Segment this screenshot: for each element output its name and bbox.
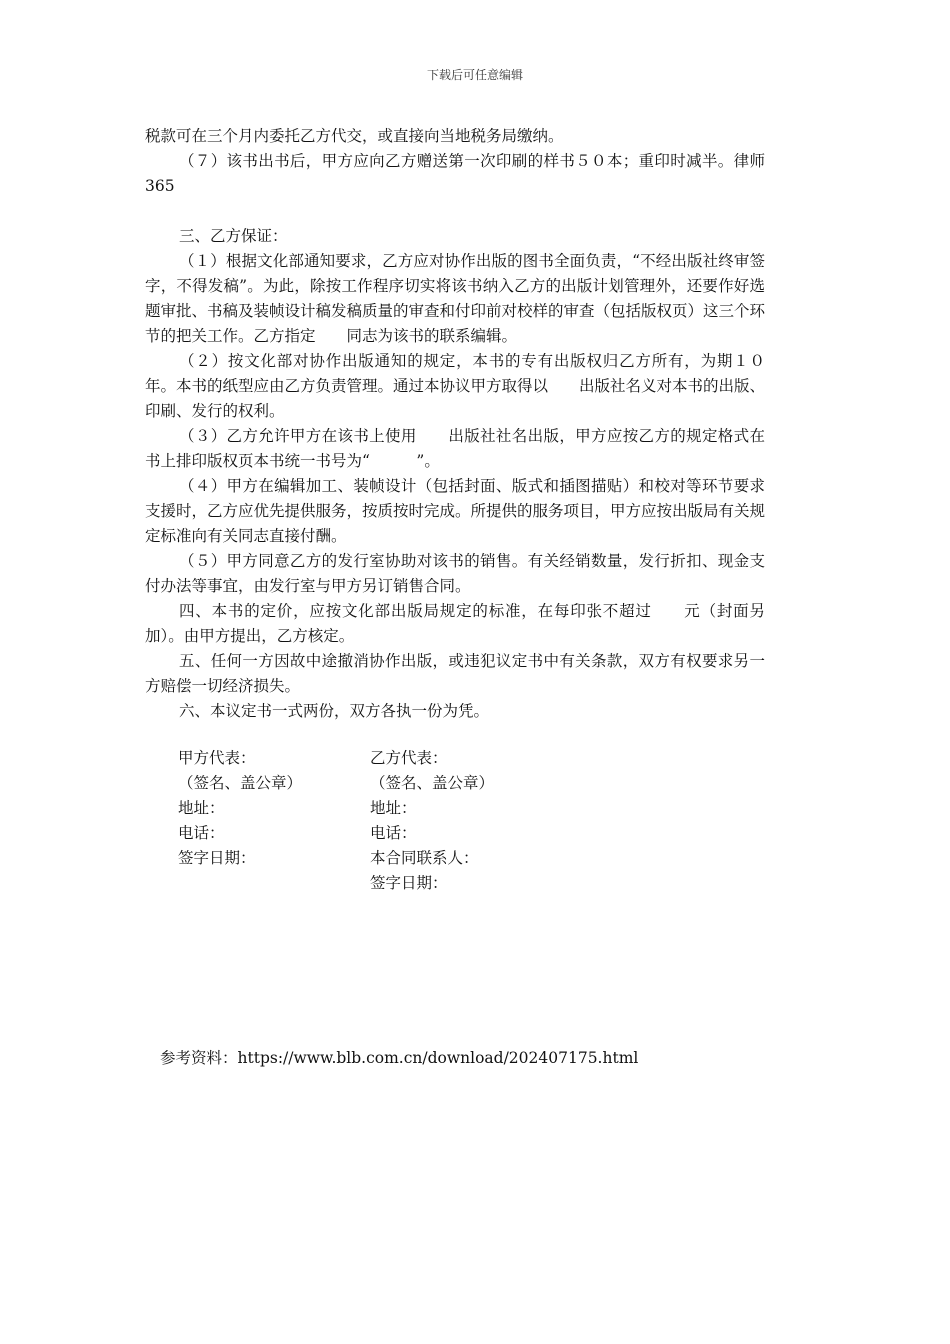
party-a-seal-label: （签名、盖公章） [178, 774, 303, 792]
reference-link[interactable]: 参考资料：https://www.blb.com.cn/download/202407175.html [160, 1049, 639, 1067]
section-heading-party-b-guarantee: 三、乙方保证： [179, 227, 288, 245]
paragraph-clause-4: （４）甲方在编辑加工、装帧设计（包括封面、版式和插图描贴）和校对等环节要求支援时，乙方应优先提供服务，按质按时完成。所提供的服务项目，甲方应按出版局有关规定标准向有关同志直接付酬。 [145, 477, 766, 545]
signature-block [178, 746, 494, 896]
party-b-seal-label: （签名、盖公章） [370, 774, 495, 792]
paragraph-clause-2: （２）按文化部对协作出版通知的规定，本书的专有出版权归乙方所有，为期１０年。本书的纸型应由乙方负责管理。通过本协议甲方取得以 出版社名义对本书的出版、印刷、发行的权利。 [145, 352, 766, 420]
page-header: 下载后可任意编辑 [426, 68, 523, 82]
party-b-representative-label: 乙方代表： [370, 749, 448, 767]
signature-row [178, 821, 494, 846]
signature-empty-cell [178, 871, 370, 896]
paragraph-sample-books: （７）该书出书后，甲方应向乙方赠送第一次印刷的样书５０本；重印时减半。律师365 [145, 152, 765, 195]
section-copies: 六、本议定书一式两份，双方各执一份为凭。 [179, 702, 490, 720]
signature-row [178, 771, 494, 796]
signature-row [178, 746, 494, 771]
section-cancellation: 五、任何一方因故中途撤消协作出版，或违犯议定书中有关条款，双方有权要求另一方赔偿一切经济损失。 [145, 652, 765, 695]
paragraph-clause-3: （３）乙方允许甲方在该书上使用 出版社社名出版，甲方应按乙方的规定格式在书上排印版权页本书统一书号为“ ”。 [145, 427, 765, 470]
party-b-address-label: 地址： [370, 799, 417, 817]
blank-line [145, 199, 765, 224]
signature-row [178, 846, 494, 871]
party-b-phone-label: 电话： [370, 824, 417, 842]
party-a-phone-label: 电话： [178, 824, 225, 842]
paragraph-clause-5: （５）甲方同意乙方的发行室协助对该书的销售。有关经销数量，发行折扣、现金支付办法等事宜，由发行室与甲方另订销售合同。 [145, 552, 765, 595]
contract-body [145, 124, 765, 724]
party-a-representative-label: 甲方代表： [178, 749, 256, 767]
paragraph-clause-1: （１）根据文化部通知要求，乙方应对协作出版的图书全面负责，“不经出版社终审签字，不得发稿”。为此，除按工作程序切实将该书纳入乙方的出版计划管理外，还要作好选题审批、书稿及装帧设计稿发稿质量的审查和付印前对校样的审查（包括版权页）这三个环节的把关工作。乙方指定 同志为该书的联系编辑。 [145, 252, 766, 345]
signature-row [178, 871, 494, 896]
party-a-address-label: 地址： [178, 799, 225, 817]
party-a-date-label: 签字日期： [178, 849, 256, 867]
contract-contact-label: 本合同联系人： [370, 849, 479, 867]
signature-row [178, 796, 494, 821]
party-b-date-label: 签字日期： [370, 874, 448, 892]
section-pricing: 四、本书的定价，应按文化部出版局规定的标准，在每印张不超过 元（封面另加）。由甲方提出，乙方核定。 [145, 602, 765, 645]
paragraph-tax-payment: 税款可在三个月内委托乙方代交，或直接向当地税务局缴纳。 [145, 127, 564, 145]
